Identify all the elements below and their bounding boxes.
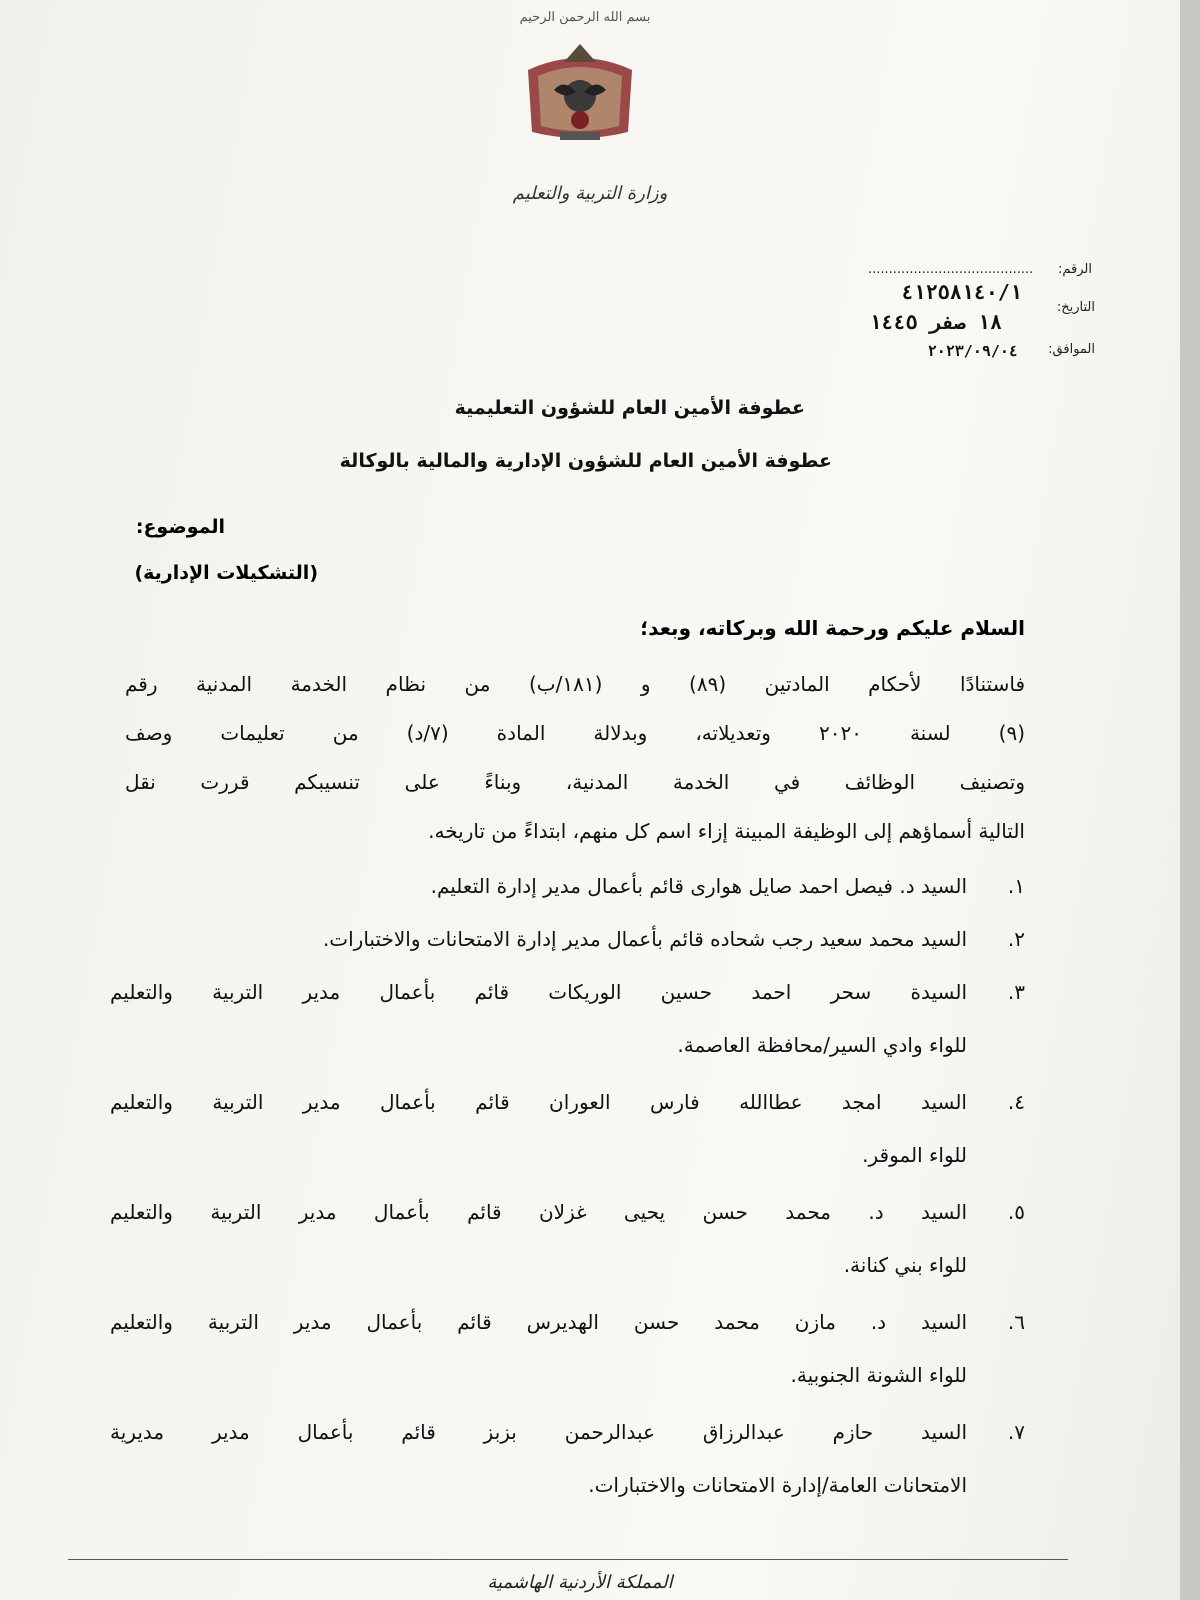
corresponding-label: الموافق:: [1048, 342, 1095, 357]
list-item-text: السيد د. محمد حسن يحيى غزلان قائم بأعمال مدير التربية والتعليم: [110, 1200, 967, 1224]
intro-paragraph: [125, 660, 1025, 856]
list-item-text: السيد د. فيصل احمد صايل هوارى قائم بأعمال مدير إدارة التعليم.: [430, 874, 967, 898]
bismillah-header: بسم الله الرحمن الرحيم: [519, 10, 651, 25]
greeting: السلام عليكم ورحمة الله وبركاته، وبعد؛: [640, 616, 1025, 640]
paragraph-line: فاستنادًا لأحكام المادتين (٨٩) و (١٨١/ب) من نظام الخدمة المدنية رقم: [125, 672, 1026, 696]
coat-of-arms-icon: [520, 40, 640, 152]
list-item-text: السيد حازم عبدالرزاق عبدالرحمن بزبز قائم بأعمال مدير مديرية: [110, 1420, 967, 1444]
list-item: [110, 966, 1025, 1072]
gregorian-date: ٢٠٢٣/٠٩/٠٤: [927, 342, 1018, 360]
list-item-number: ٣.: [1007, 980, 1025, 1004]
list-item: [110, 1406, 1025, 1512]
subject-label: الموضوع:: [135, 516, 225, 538]
list-item-number: ٤.: [1007, 1090, 1025, 1114]
list-item: [110, 860, 1025, 913]
paragraph-line: وتصنيف الوظائف في الخدمة المدنية، وبناءً على تنسيبكم قررت نقل: [125, 770, 1025, 794]
list-item: [110, 1186, 1025, 1292]
list-item-continuation: للواء الشونة الجنوبية.: [790, 1363, 967, 1387]
ministry-name: وزارة التربية والتعليم: [512, 183, 668, 204]
list-item: [110, 1076, 1025, 1182]
list-item-text: السيد امجد عطاالله فارس العوران قائم بأعمال مدير التربية والتعليم: [110, 1090, 967, 1114]
reference-number: ٤١٢٥٨١٤٠/١: [901, 280, 1022, 304]
list-item-text: السيد د. مازن محمد حسن الهديرس قائم بأعمال مدير التربية والتعليم: [110, 1310, 967, 1334]
footer-divider: [68, 1559, 1068, 1560]
date-label: التاريخ:: [1056, 300, 1095, 315]
list-item-continuation: للواء بني كنانة.: [843, 1253, 967, 1277]
addressee-1: عطوفة الأمين العام للشؤون التعليمية: [454, 397, 805, 419]
addressee-2: عطوفة الأمين العام للشؤون الإدارية والمالية بالوكالة: [339, 450, 832, 472]
list-item: [110, 1296, 1025, 1402]
list-item-continuation: للواء وادي السير/محافظة العاصمة.: [677, 1033, 967, 1057]
list-item-number: ٢.: [1007, 927, 1025, 951]
list-item-number: ٦.: [1007, 1310, 1025, 1334]
list-item-continuation: للواء الموقر.: [862, 1143, 967, 1167]
list-item-number: ٥.: [1007, 1200, 1025, 1224]
list-item-number: ٧.: [1007, 1420, 1025, 1444]
paragraph-line: التالية أسماؤهم إلى الوظيفة المبينة إزاء اسم كل منهم، ابتداءً من تاريخه.: [428, 819, 1025, 843]
subject-title: (التشكيلات الإدارية): [134, 562, 318, 584]
list-item: [110, 913, 1025, 966]
footer-kingdom-name: المملكة الأردنية الهاشمية: [487, 1572, 673, 1593]
paragraph-line: (٩) لسنة ٢٠٢٠ وتعديلاته، وبدلالة المادة (٧/د) من تعليمات وصف: [125, 721, 1026, 745]
number-label: الرقم:: [1058, 262, 1092, 277]
list-item-number: ١.: [1007, 874, 1025, 898]
list-item-text: السيدة سحر احمد حسين الوريكات قائم بأعمال مدير التربية والتعليم: [110, 980, 967, 1004]
hijri-date: ١٨ صفر ١٤٤٥: [869, 310, 1002, 334]
list-item-text: السيد محمد سعيد رجب شحاده قائم بأعمال مدير إدارة الامتحانات والاختبارات.: [322, 927, 967, 951]
number-dots: ........................................: [868, 262, 1034, 277]
list-item-continuation: الامتحانات العامة/إدارة الامتحانات والاختبارات.: [588, 1473, 967, 1497]
